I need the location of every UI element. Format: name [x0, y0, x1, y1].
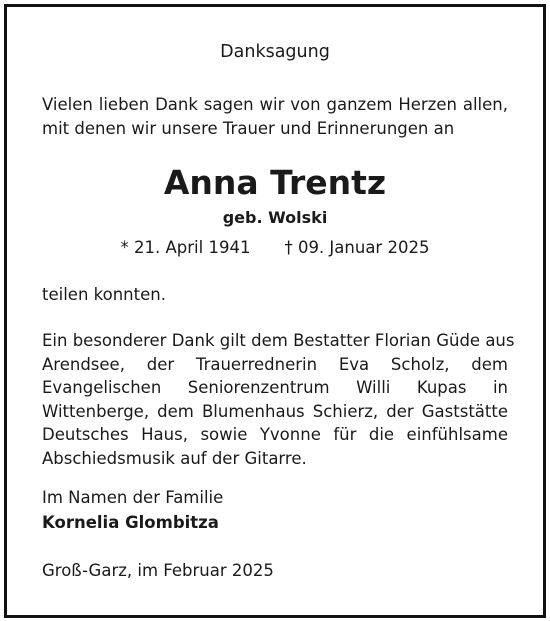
- shared-text: teilen konnten.: [42, 285, 166, 304]
- thanks-line: Arendsee, der Trauerrednerin Eva Scholz, dem: [42, 354, 508, 374]
- intro-text: [42, 93, 508, 141]
- thanks-line: Evangelischen Seniorenzentrum Willi Kupas in: [42, 378, 508, 398]
- signoff-text: Im Namen der Familie: [42, 488, 224, 507]
- thanks-line: Wittenberge, dem Blumenhaus Schierz, der Gaststätte: [42, 401, 508, 421]
- signer-name: Kornelia Glombitza: [42, 513, 219, 532]
- thanks-line: Ein besonderer Dank gilt dem Bestatter Florian Güde aus: [42, 331, 515, 350]
- intro-line: mit denen wir unsere Trauer und Erinnerungen an: [42, 119, 455, 138]
- life-dates: [0, 236, 550, 260]
- notice-heading: Danksagung: [220, 42, 330, 62]
- birth-date: * 21. April 1941: [120, 238, 251, 257]
- death-date: † 09. Januar 2025: [284, 238, 430, 257]
- maiden-name: geb. Wolski: [222, 208, 328, 227]
- intro-line: Vielen lieben Dank sagen wir von ganzem Herzen allen,: [42, 95, 508, 114]
- deceased-name: Anna Trentz: [163, 163, 387, 202]
- thanks-paragraph: [42, 329, 515, 471]
- thanks-line: Deutsches Haus, sowie Yvonne für die einfühlsame: [42, 425, 508, 445]
- place-and-date: Groß-Garz, im Februar 2025: [42, 561, 274, 580]
- thanks-line: Abschiedsmusik auf der Gitarre.: [42, 448, 307, 468]
